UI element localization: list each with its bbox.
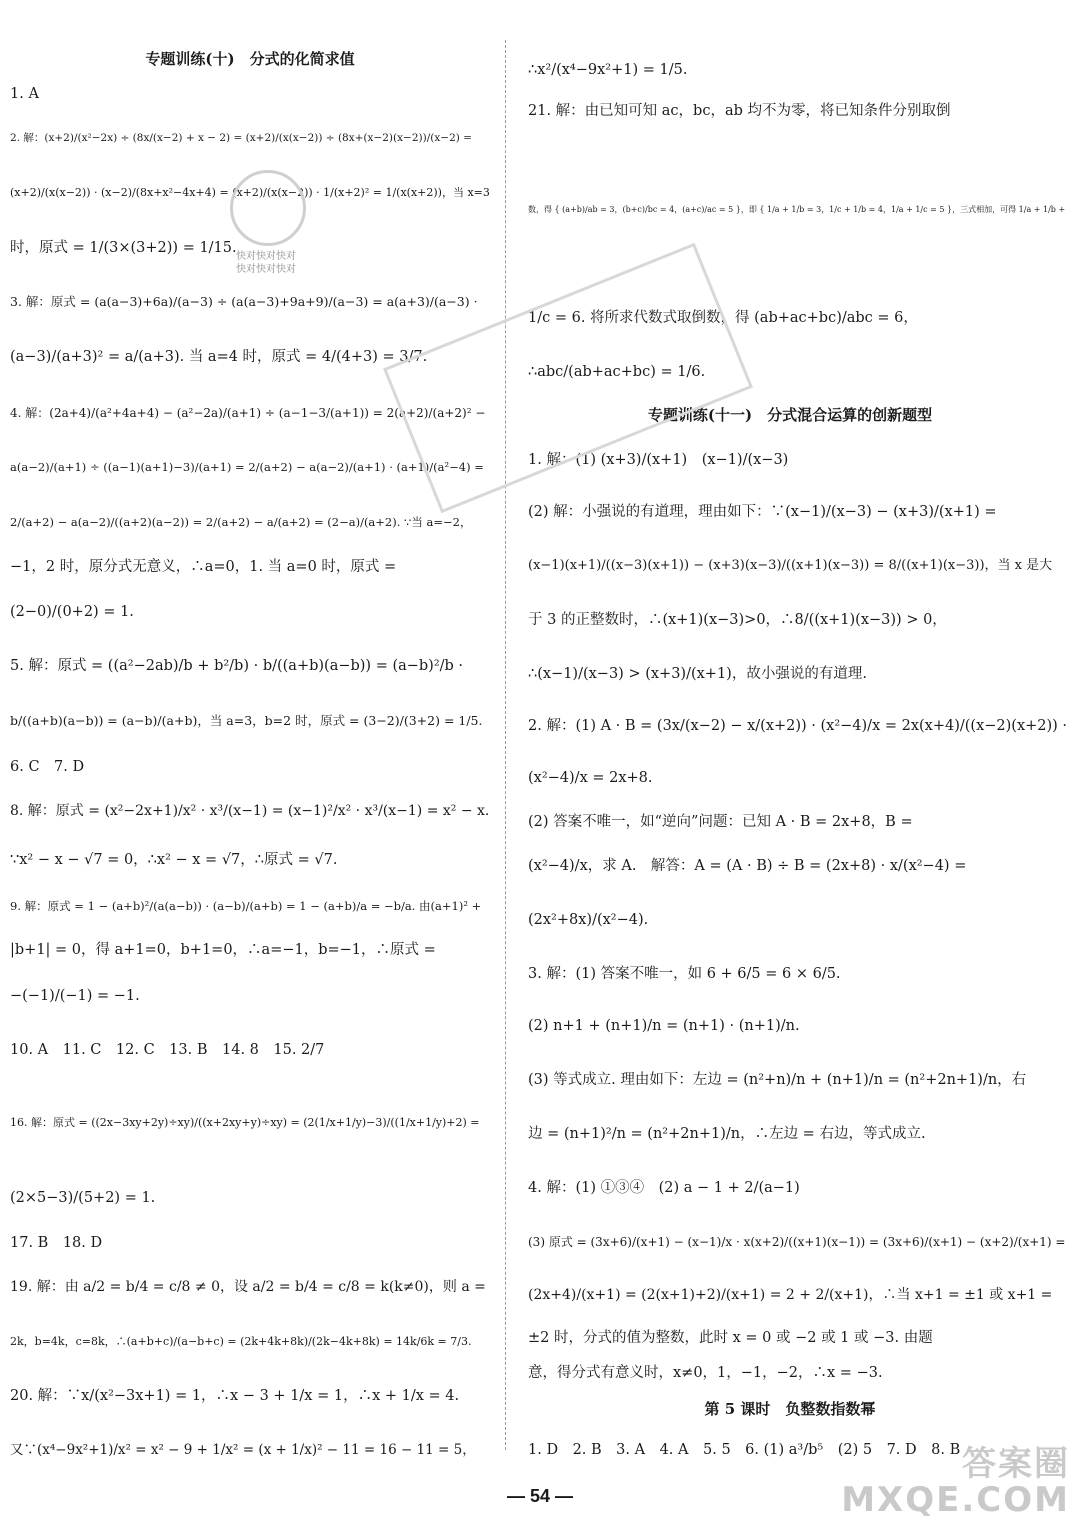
answer-line: (2x+4)/(x+1) = (2(x+1)+2)/(x+1) = 2 + 2/(x+1)，∴当 x+1 = ±1 或 x+1 = <box>528 1287 1053 1303</box>
answer-line: (3) 等式成立. 理由如下：左边 = (n²+n)/n + (n+1)/n = (n²+2n+1)/n，右 <box>528 1072 1027 1088</box>
answer-line: b/((a+b)(a−b)) = (a−b)/(a+b)，当 a=3，b=2 时，原式 = (3−2)/(3+2) = 1/5. <box>10 713 483 728</box>
answer-line: 16. 解：原式 = ((2x−3xy+2y)÷xy)/((x+2xy+y)÷xy) = (2(1/x+1/y)−3)/((1/x+1/y)+2) = <box>10 1116 480 1129</box>
answer-line: (2x²+8x)/(x²−4). <box>528 912 649 928</box>
answer-line: −(−1)/(−1) = −1. <box>10 988 140 1004</box>
answer-line: 1/c = 6. 将所求代数式取倒数，得 (ab+ac+bc)/abc = 6， <box>528 310 918 326</box>
watermark-logo-text: 答案圈 <box>962 1444 1070 1484</box>
watermark-caption-line: 快对快对快对 <box>236 264 296 275</box>
section-heading: 专题训练(十) 分式的化简求值 <box>145 50 355 68</box>
section-heading: 第 5 课时 负整数指数幂 <box>704 1400 876 1418</box>
answer-line: 2k，b=4k，c=8k，∴(a+b+c)/(a−b+c) = (2k+4k+8k)/(2k−4k+8k) = 14k/6k = 7/3. <box>10 1335 472 1348</box>
answer-line: 8. 解：原式 = (x²−2x+1)/x² · x³/(x−1) = (x−1)²/x² · x³/(x−1) = x² − x. <box>10 803 490 819</box>
watermark-mascot-icon <box>230 170 306 246</box>
section-heading: 专题训练(十一) 分式混合运算的创新题型 <box>647 406 933 424</box>
watermark-caption <box>236 250 296 276</box>
answer-line: (x−1)(x+1)/((x−3)(x+1)) − (x+3)(x−3)/((x+1)(x−3)) = 8/((x+1)(x−3))，当 x 是大 <box>528 558 1053 573</box>
answer-line: 1. 解：(1) (x+3)/(x+1) (x−1)/(x−3) <box>528 452 789 468</box>
answer-line: 19. 解：由 a/2 = b/4 = c/8 ≠ 0，设 a/2 = b/4 = c/8 = k(k≠0)，则 a = <box>10 1279 486 1295</box>
answer-line: (3) 原式 = (3x+6)/(x+1) − (x−1)/x · x(x+2)/((x+1)(x−1)) = (3x+6)/(x+1) − (x+2)/(x+1) = <box>528 1235 1066 1249</box>
answer-line: (a−3)/(a+3)² = a/(a+3). 当 a=4 时，原式 = 4/(4+3) = 3/7. <box>10 349 428 365</box>
answer-line: 20. 解：∵x/(x²−3x+1) = 1，∴x − 3 + 1/x = 1，∴x + 1/x = 4. <box>10 1388 460 1404</box>
answer-line: (x²−4)/x = 2x+8. <box>528 770 653 786</box>
answer-line: 意，得分式有意义时，x≠0，1，−1，−2，∴x = −3. <box>528 1365 883 1381</box>
answer-line: (2) n+1 + (n+1)/n = (n+1) · (n+1)/n. <box>528 1018 800 1034</box>
answer-line: ∴abc/(ab+ac+bc) = 1/6. <box>528 364 706 380</box>
answer-line: 3. 解：原式 = (a(a−3)+6a)/(a−3) ÷ (a(a−3)+9a+9)/(a−3) = a(a+3)/(a−3) · <box>10 294 478 309</box>
watermark-caption-line: 快对快对快对 <box>236 251 296 262</box>
answer-line: 2. 解：(1) A · B = (3x/(x−2) − x/(x+2)) · (x²−4)/x = 2x(x+4)/((x−2)(x+2)) · <box>528 718 1068 734</box>
answer-line: (2) 答案不唯一，如“逆向”问题：已知 A · B = 2x+8，B = <box>528 814 913 830</box>
answer-line: ∴(x−1)/(x−3) > (x+3)/(x+1)，故小强说的有道理. <box>528 666 867 682</box>
answer-line: (x+2)/(x(x−2)) · (x−2)/(8x+x²−4x+4) = (x+2)/(x(x−2)) · 1/(x+2)² = 1/(x(x+2))，当 x=3 <box>10 186 490 199</box>
answer-line: (2−0)/(0+2) = 1. <box>10 604 134 620</box>
answer-line: −1，2 时，原分式无意义，∴a=0，1. 当 a=0 时，原式 = <box>10 559 397 575</box>
answer-line: 2. 解：(x+2)/(x²−2x) ÷ (8x/(x−2) + x − 2) = (x+2)/(x(x−2)) ÷ (8x+(x−2)(x−2))/(x−2) = <box>10 132 472 144</box>
watermark-stamp <box>383 243 753 514</box>
column-divider <box>505 40 506 1450</box>
answer-line: 17. B 18. D <box>10 1235 103 1251</box>
answer-line: 4. 解：(2a+4)/(a²+4a+4) − (a²−2a)/(a+1) ÷ (a−1−3/(a+1)) = 2(a+2)/(a+2)² − <box>10 406 486 420</box>
answer-line: (2) 解：小强说的有道理，理由如下：∵(x−1)/(x−3) − (x+3)/(x+1) = <box>528 504 997 520</box>
watermark-logo <box>841 1446 1070 1518</box>
answer-line: 3. 解：(1) 答案不唯一，如 6 + 6/5 = 6 × 6/5. <box>528 966 841 982</box>
answer-line: 6. C 7. D <box>10 759 85 775</box>
answer-line: 10. A 11. C 12. C 13. B 14. 8 15. 2/7 <box>10 1042 325 1058</box>
answer-line: 1. D 2. B 3. A 4. A 5. 5 6. (1) a³/b⁵ (2) 5 7. D 8. B <box>528 1442 961 1458</box>
answer-line: (x²−4)/x，求 A. 解答：A = (A · B) ÷ B = (2x+8) · x/(x²−4) = <box>528 858 967 874</box>
answer-line: 5. 解：原式 = ((a²−2ab)/b + b²/b) · b/((a+b)(a−b)) = (a−b)²/b · <box>10 658 464 674</box>
answer-line: ±2 时，分式的值为整数，此时 x = 0 或 −2 或 1 或 −3. 由题 <box>528 1330 933 1346</box>
page-number: — 54 — <box>506 1486 574 1506</box>
answer-line: 又∵(x⁴−9x²+1)/x² = x² − 9 + 1/x² = (x + 1/x)² − 11 = 16 − 11 = 5， <box>10 1442 476 1458</box>
answer-line: (2×5−3)/(5+2) = 1. <box>10 1190 156 1206</box>
answer-line: ∵x² − x − √7 = 0，∴x² − x = √7，∴原式 = √7. <box>10 852 338 868</box>
answer-line: 2/(a+2) − a(a−2)/((a+2)(a−2)) = 2/(a+2) − a/(a+2) = (2−a)/(a+2). ∵当 a=−2， <box>10 515 472 529</box>
watermark-logo-url: MXQE.COM <box>841 1480 1070 1520</box>
answer-line: 时，原式 = 1/(3×(3+2)) = 1/15. <box>10 240 237 256</box>
answer-line: |b+1| = 0，得 a+1=0，b+1=0，∴a=−1，b=−1，∴原式 = <box>10 942 436 958</box>
answer-line: 4. 解：(1) ①③④ (2) a − 1 + 2/(a−1) <box>528 1180 800 1196</box>
answer-line: 边 = (n+1)²/n = (n²+2n+1)/n，∴左边 = 右边，等式成立. <box>528 1126 926 1142</box>
answer-line: 1. A <box>10 86 39 102</box>
answer-line: 于 3 的正整数时，∴(x+1)(x−3)>0，∴8/((x+1)(x−3)) > 0， <box>528 612 947 628</box>
answer-line: 数，得 { (a+b)/ab = 3，(b+c)/bc = 4，(a+c)/ac = 5 }，即 { 1/a + 1/b = 3，1/c + 1/b = 4，1/a + 1/c = 5 }，三式相加，可得 1/a + 1/b + <box>528 205 1066 214</box>
answer-line: a(a−2)/(a+1) ÷ ((a−1)(a+1)−3)/(a+1) = 2/(a+2) − a(a−2)/(a+1) · (a+1)/(a²−4) = <box>10 460 484 474</box>
answer-line: 21. 解：由已知可知 ac，bc，ab 均不为零，将已知条件分别取倒 <box>528 103 951 119</box>
answer-line: 9. 解：原式 = 1 − (a+b)²/(a(a−b)) · (a−b)/(a+b) = 1 − (a+b)/a = −b/a. 由(a+1)² + <box>10 899 482 913</box>
answer-line: ∴x²/(x⁴−9x²+1) = 1/5. <box>528 62 688 78</box>
